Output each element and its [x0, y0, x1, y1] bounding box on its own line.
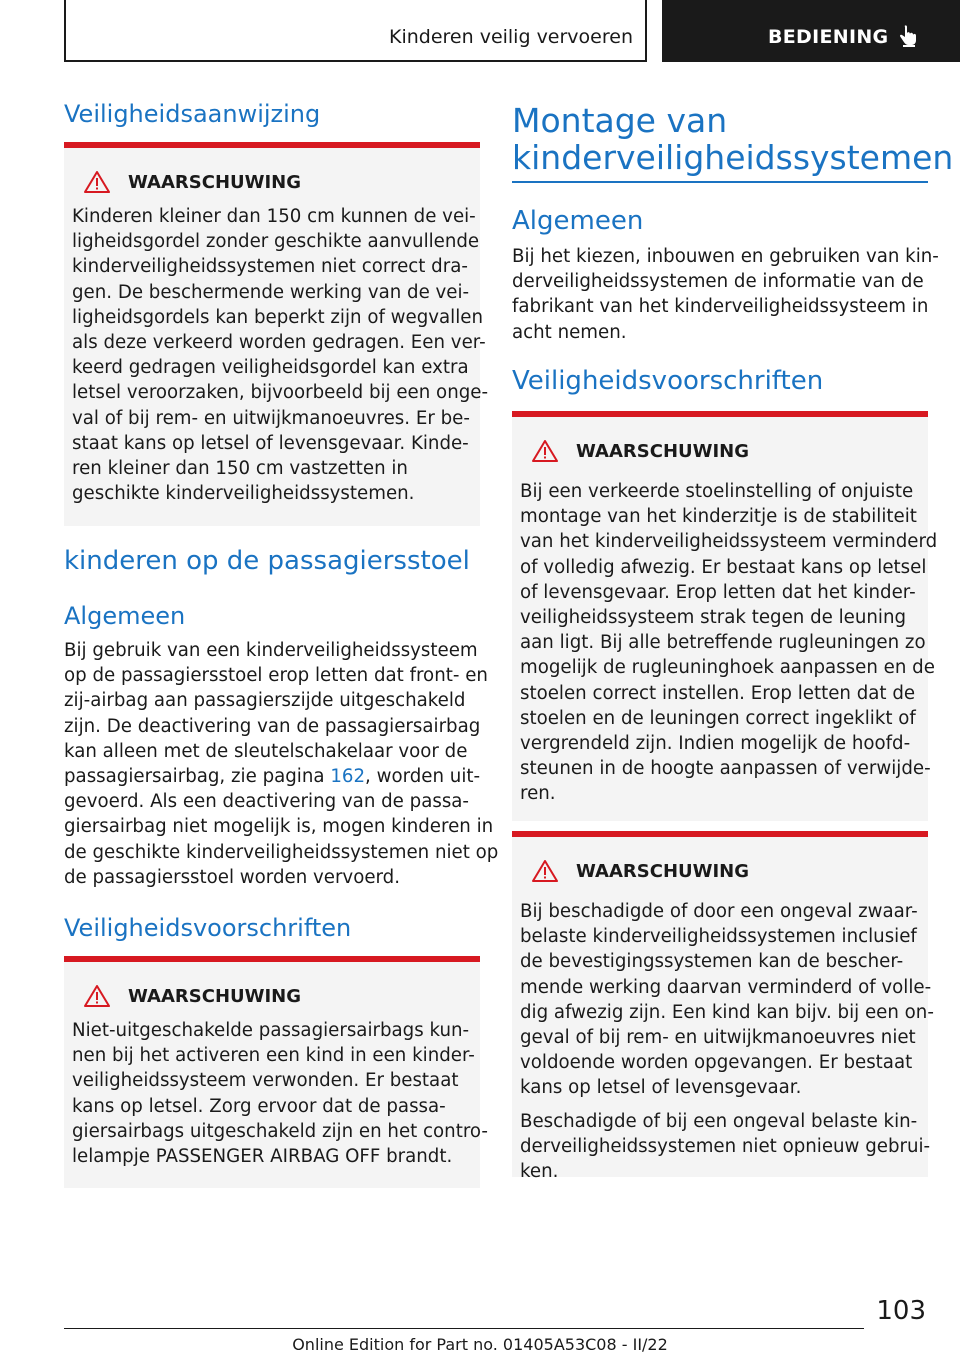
text-line: Niet-uitgeschakelde passagiersairbags kun- — [72, 1020, 470, 1041]
heading-algemeen: Algemeen — [64, 602, 186, 630]
warning-triangle-icon — [84, 170, 110, 194]
text-line: Bij beschadigde of door een ongeval zwaar- — [520, 901, 918, 922]
title-rule — [512, 181, 928, 183]
page-number: 103 — [876, 1296, 926, 1326]
text-line: geschikte kinderveiligheidssystemen. — [72, 483, 415, 505]
footer-rule — [64, 1328, 864, 1329]
text-line: Kinderen kleiner dan 150 cm kunnen de vei- — [72, 206, 476, 227]
text-line: veiligheidssysteem strak tegen de leuning — [520, 607, 907, 629]
text-line: de bevestigingssystemen kan de bescher- — [520, 951, 904, 973]
text-line: stoelen correct instellen. Erop letten dat de — [520, 682, 916, 704]
text-line: Beschadigde of bij een ongeval belaste kin- — [520, 1110, 918, 1132]
section-title-line: Montage van — [512, 101, 728, 140]
text-line: Bij het kiezen, inbouwen en gebruiken van kin- — [512, 246, 939, 267]
heading-veiligheidsvoorschriften-right: Veiligheidsvoorschriften — [512, 366, 824, 396]
warning-triangle-icon — [532, 859, 558, 883]
text-line: letsel veroorzaken, bijvoorbeeld bij een onge- — [72, 382, 489, 404]
text-line: kinderveiligheidssystemen niet correct dra- — [72, 256, 468, 278]
text-line: mende werking daarvan verminderd of volle- — [520, 976, 932, 998]
text-line: fabrikant van het kinderveiligheidssysteem in — [512, 296, 929, 318]
section-title — [512, 102, 953, 176]
chapter-tab — [662, 0, 960, 62]
text-line: staat kans op letsel of levensgevaar. Kinde- — [72, 432, 469, 454]
text-line: de geschikte kinderveiligheidssystemen niet op — [64, 841, 499, 863]
text-line: nen bij het activeren een kind in een kinder- — [72, 1045, 475, 1067]
text-line: ligheidsgordel zonder geschikte aanvullende — [72, 231, 480, 253]
footer-edition: Online Edition for Part no. 01405A53C08 - II/22 — [292, 1335, 668, 1354]
text-line: derveiligheidssystemen niet opnieuw gebrui- — [520, 1135, 931, 1157]
text-line: vergrendeld zijn. Indien mogelijk de hoofd- — [520, 733, 911, 755]
text-fragment: , worden uit- — [365, 766, 481, 788]
text-line: geval of bij rem- en uitwijkmanoeuvres niet — [520, 1027, 916, 1049]
text-line: op de passagiersstoel erop letten dat front- en — [64, 665, 488, 687]
text-line: giersairbags uitgeschakeld zijn en het contro- — [72, 1120, 488, 1142]
warning-box-seat — [512, 411, 938, 821]
text-line: val of bij rem- en uitwijkmanoeuvres. Er be- — [72, 407, 470, 429]
page-link[interactable]: 162 — [330, 766, 366, 788]
text-line: dig afwezig zijn. Een kind kan bijv. bij een on- — [520, 1001, 934, 1023]
heading-algemeen-right: Algemeen — [512, 206, 644, 236]
running-header-section: Kinderen veilig vervoeren — [389, 26, 633, 48]
warning-text — [72, 204, 488, 506]
text-line: Bij een verkeerde stoelinstelling of onjuiste — [520, 481, 914, 502]
warning-label: WAARSCHUWING — [128, 172, 302, 193]
running-header-box — [64, 0, 647, 62]
warning-text — [520, 479, 937, 807]
text-line: aan ligt. Bij alle betreffende rugleuningen zo — [520, 632, 926, 654]
paragraph-passagiersstoel — [64, 638, 498, 890]
text-line: ren kleiner dan 150 cm vastzetten in — [72, 458, 408, 480]
warning-label: WAARSCHUWING — [576, 441, 750, 462]
warning-label: WAARSCHUWING — [128, 986, 302, 1007]
warning-box-airbag — [64, 956, 488, 1188]
hand-pointer-icon — [896, 24, 920, 48]
text-line: kans op letsel. Zorg ervoor dat de passa- — [72, 1095, 446, 1117]
text-line: als deze verkeerd worden gedragen. Een ver- — [72, 332, 486, 354]
text-line: giersairbag niet mogelijk is, mogen kinderen in — [64, 816, 494, 838]
text-line: ren. — [520, 783, 556, 805]
text-line: ken. — [520, 1161, 559, 1183]
section-title-line: kinderveiligheidssystemen — [512, 138, 954, 177]
text-line: stoelen en de leuningen correct ingeklikt of — [520, 707, 916, 729]
text-line: acht nemen. — [512, 321, 627, 343]
text-line: ligheidsgordels kan beperkt zijn of wegvallen — [72, 306, 483, 328]
text-line: de passagiersstoel worden vervoerd. — [64, 866, 400, 888]
text-line: gen. De beschermende werking van de vei- — [72, 281, 470, 303]
text-line: van het kinderveiligheidssysteem verminderd — [520, 531, 938, 553]
text-line: veiligheidssysteem verwonden. Er bestaat — [72, 1070, 459, 1092]
text-line: lelampje PASSENGER AIRBAG OFF brandt. — [72, 1146, 453, 1168]
text-line: keerd gedragen veiligheidsgordel kan extra — [72, 357, 469, 379]
text-fragment: passagiersairbag, zie pagina — [64, 766, 331, 788]
paragraph-algemeen-right — [512, 244, 939, 345]
warning-text — [72, 1018, 488, 1169]
warning-text — [520, 899, 934, 1184]
text-line: derveiligheidssystemen de informatie van de — [512, 271, 924, 293]
text-line: zijn. De deactivering van de passagiersairbag — [64, 715, 481, 737]
text-line: zij-airbag aan passagierszijde uitgeschakeld — [64, 690, 466, 712]
text-line: voldoende worden opgevangen. Er bestaat — [520, 1052, 913, 1074]
heading-passagiersstoel: kinderen op de passagiersstoel — [64, 546, 470, 576]
text-line: kan alleen met de sleutelschakelaar voor de — [64, 740, 468, 762]
text-line: belaste kinderveiligheidssystemen inclusief — [520, 926, 917, 948]
warning-box-damaged — [512, 831, 934, 1183]
text-line: steunen in de hoogte aanpassen of verwijde- — [520, 758, 931, 780]
warning-triangle-icon — [532, 439, 558, 463]
warning-triangle-icon — [84, 984, 110, 1008]
text-line: of volledig afwezig. Er bestaat kans op letsel — [520, 556, 927, 578]
heading-veiligheidsaanwijzing: Veiligheidsaanwijzing — [64, 100, 321, 128]
text-line: kans op letsel of levensgevaar. — [520, 1077, 802, 1099]
chapter-label: BEDIENING — [768, 26, 889, 48]
text-line: montage van het kinderzitje is de stabiliteit — [520, 506, 917, 528]
text-line: gevoerd. Als een deactivering van de passa- — [64, 791, 470, 813]
text-line: of levensgevaar. Erop letten dat het kinder- — [520, 581, 916, 603]
warning-label: WAARSCHUWING — [576, 861, 750, 882]
text-line-with-link — [64, 764, 498, 789]
heading-veiligheidsvoorschriften-left: Veiligheidsvoorschriften — [64, 914, 352, 942]
text-line: Bij gebruik van een kinderveiligheidssysteem — [64, 640, 478, 661]
text-line: mogelijk de rugleuninghoek aanpassen en de — [520, 657, 935, 679]
warning-box-child-size — [64, 142, 489, 526]
